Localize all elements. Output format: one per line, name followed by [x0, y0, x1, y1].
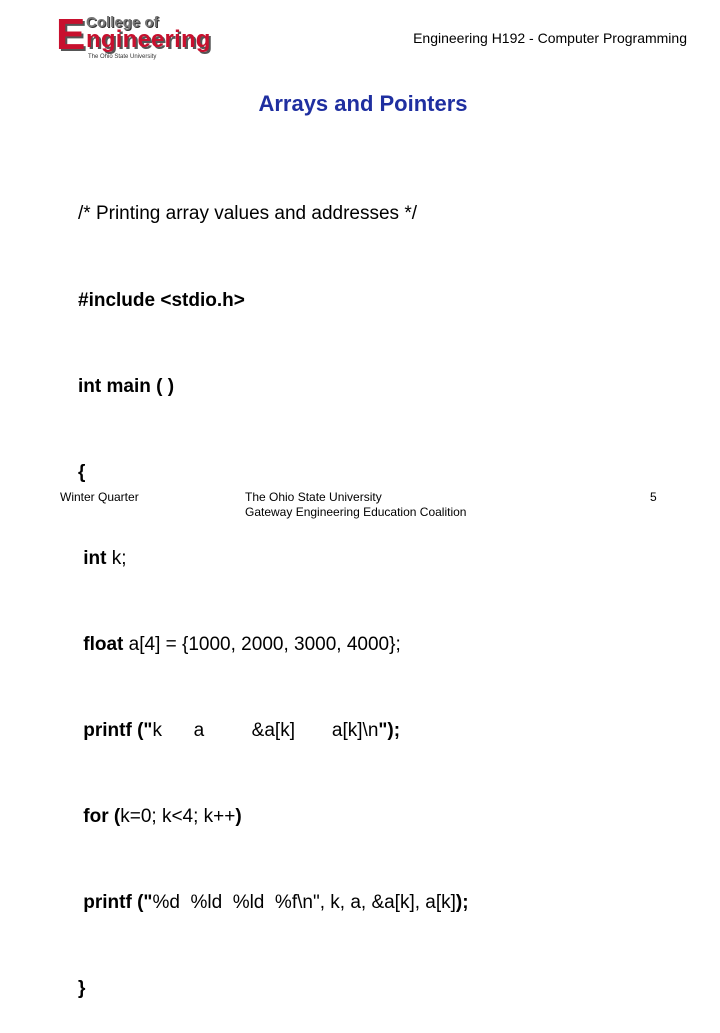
college-of-engineering-logo [56, 10, 211, 62]
code-line-close-brace: } [78, 978, 86, 1000]
page-number: 5 [650, 490, 657, 504]
footer-coalition: Gateway Engineering Education Coalition [245, 505, 467, 519]
code-line-open-brace: { [78, 461, 86, 483]
footer-university: The Ohio State University [245, 490, 382, 504]
code-text: k a &a[k] a[k]\n [152, 720, 379, 742]
code-keyword: ) [235, 806, 242, 828]
course-title: Engineering H192 - Computer Programming [413, 30, 687, 46]
code-text: k; [106, 547, 127, 569]
code-keyword: for ( [83, 806, 121, 828]
logo-university: The Ohio State University [88, 54, 157, 60]
code-text: a[4] = {1000, 2000, 3000, 4000}; [123, 633, 401, 655]
code-line-for-loop [78, 803, 469, 832]
slide-title: Arrays and Pointers [258, 91, 468, 116]
logo-college-of: College of [86, 14, 159, 31]
code-block [78, 143, 469, 1033]
code-keyword: int [83, 547, 107, 569]
code-keyword: ); [455, 892, 469, 914]
code-keyword: printf (" [83, 892, 153, 914]
code-line-comment: /* Printing array values and addresses */ [78, 203, 418, 225]
code-keyword: printf (" [83, 720, 153, 742]
code-line-float-array [78, 631, 469, 660]
code-line-main: int main ( ) [78, 375, 175, 397]
code-keyword: "); [378, 720, 401, 742]
footer-quarter: Winter Quarter [60, 490, 139, 504]
code-line-int-k [78, 545, 469, 574]
code-line-printf-header [78, 717, 469, 746]
code-text: k=0; k<4; k++ [120, 806, 236, 828]
code-text: %d %ld %ld %f\n", k, a, &a[k], a[k] [152, 892, 456, 914]
logo-letter-e: E [56, 10, 86, 59]
footer-institution [245, 490, 466, 520]
code-keyword: float [83, 633, 124, 655]
code-line-printf-values [78, 889, 469, 918]
code-line-include: #include <stdio.h> [78, 289, 245, 311]
logo-engineering: ngineering [86, 26, 211, 53]
